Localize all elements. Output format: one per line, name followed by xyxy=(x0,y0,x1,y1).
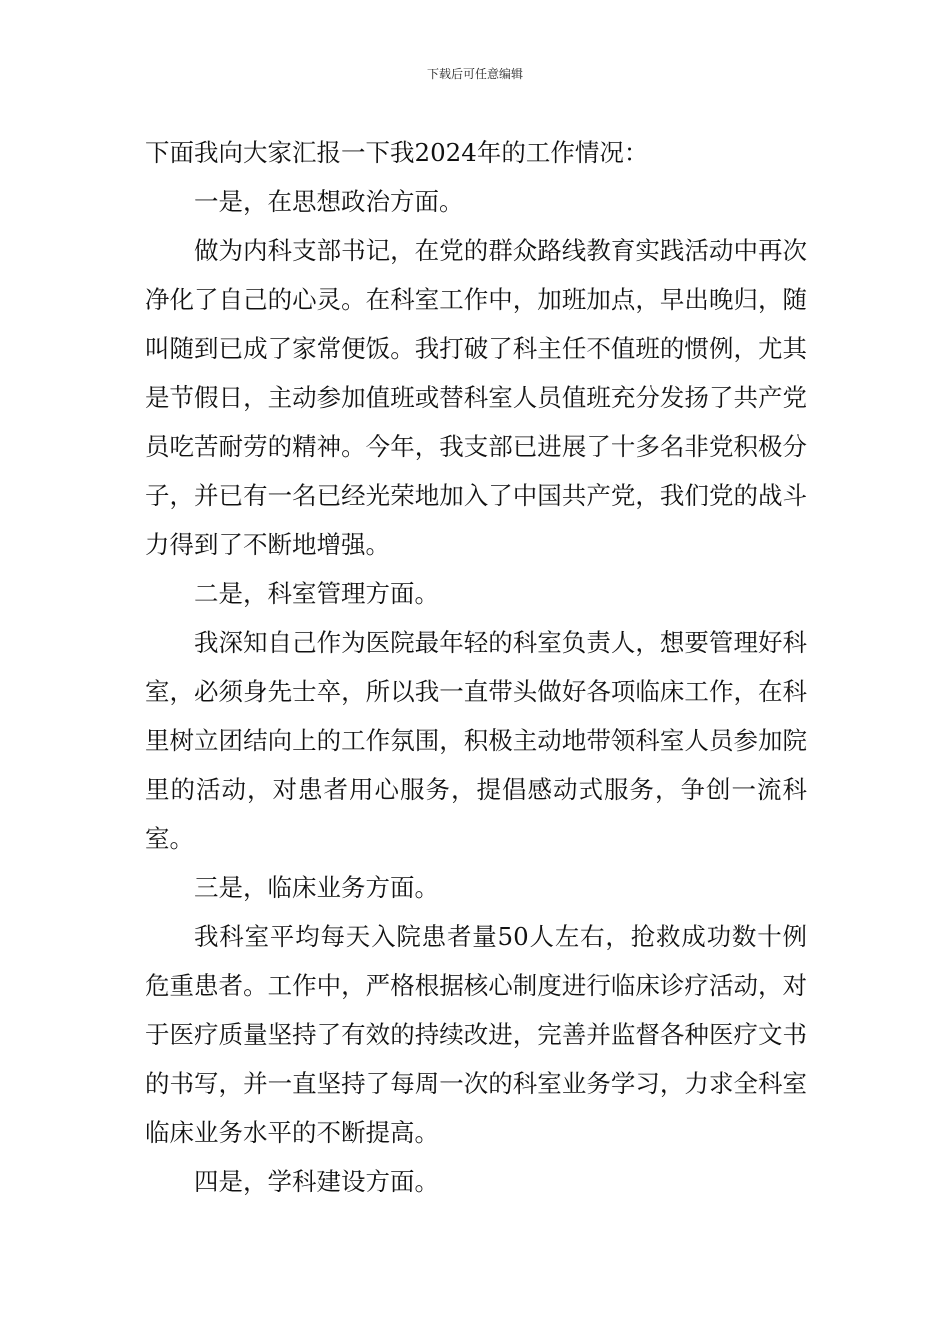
document-body xyxy=(145,128,807,1206)
section-heading-2: 二是，科室管理方面。 xyxy=(194,579,439,608)
section-heading-1: 一是，在思想政治方面。 xyxy=(194,187,464,216)
section-heading-3: 三是，临床业务方面。 xyxy=(194,873,439,902)
section-heading-4: 四是，学科建设方面。 xyxy=(194,1167,439,1196)
section-paragraph-1: 做为内科支部书记，在党的群众路线教育实践活动中再次净化了自己的心灵。在科室工作中，加班加点，早出晚归，随叫随到已成了家常便饭。我打破了科主任不值班的惯例，尤其是节假日，主动参加值班或替科室人员值班充分发扬了共产党员吃苦耐劳的精神。今年，我支部已进展了十多名非党积极分子，并已有一名已经光荣地加入了中国共产党，我们党的战斗力得到了不断地增强。 xyxy=(145,236,807,559)
section-paragraph-3: 我科室平均每天入院患者量50人左右，抢救成功数十例危重患者。工作中，严格根据核心制度进行临床诊疗活动，对于医疗质量坚持了有效的持续改进，完善并监督各种医疗文书的书写，并一直坚持了每周一次的科室业务学习，力求全科室临床业务水平的不断提高。 xyxy=(145,922,807,1147)
section-paragraph-2: 我深知自己作为医院最年轻的科室负责人，想要管理好科室，必须身先士卒，所以我一直带头做好各项临床工作，在科里树立团结向上的工作氛围，积极主动地带领科室人员参加院里的活动，对患者用心服务，提倡感动式服务，争创一流科室。 xyxy=(145,628,807,853)
page-header: 下载后可任意编辑 xyxy=(426,67,523,81)
intro-paragraph: 下面我向大家汇报一下我2024年的工作情况： xyxy=(145,138,649,167)
